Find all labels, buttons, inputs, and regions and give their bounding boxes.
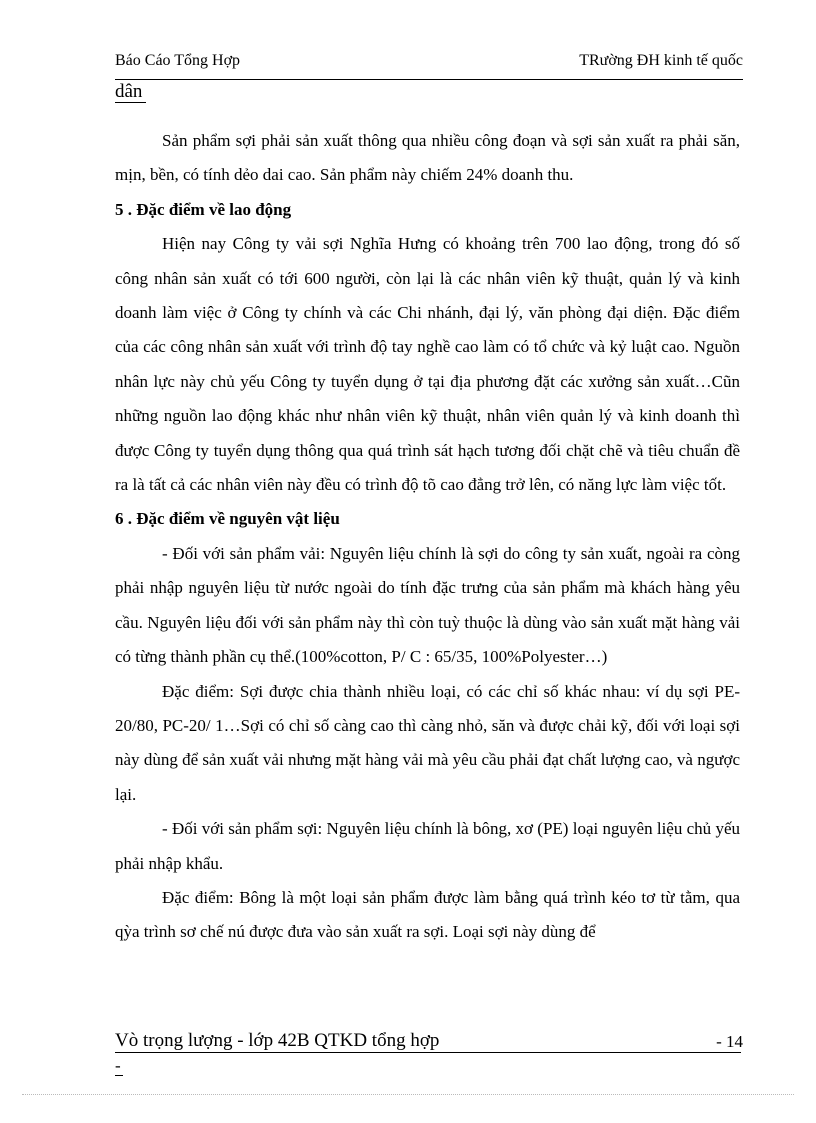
paragraph-labor: Hiện nay Công ty vải sợi Nghĩa Hưng có khoảng trên 700 lao động, trong đó số công nhân sản xuất có tới 600 người, còn lại là các nhân viên kỹ thuật, quản lý và kinh doanh làm việc ở Công ty chính và các Chi nhánh, đại lý, văn phòng đại diện. Đặc điểm của các công nhân sản xuất với trình độ tay nghề cao làm có tổ chức và kỷ luật cao. Nguồn nhân lực này chủ yếu Công ty tuyển dụng ở tại địa phương đặt các xưởng sản xuất…Cũn những nguồn lao động khác như nhân viên kỹ thuật, nhân viên quản lý và kinh doanh thì được Công ty tuyển dụng thông qua quá trình sát hạch tương đối chặt chẽ và tiêu chuẩn đề ra là tất cả các nhân viên này đều có trình độ tõ cao đẳng trở lên, có năng lực làm việc tốt. bbox=[115, 234, 740, 495]
paragraph-yarn-characteristics: Đặc điểm: Sợi được chia thành nhiều loại, có các chỉ số khác nhau: ví dụ sợi PE-20/80, PC-20/ 1…Sợi có chỉ số càng cao thì càng nhỏ, săn và được chải kỹ, đối với loại sợi này dùng để sản xuất vải nhưng mặt hàng vải mà yêu cầu phải đạt chất lượng cao, và ngược lại. bbox=[115, 681, 740, 804]
paragraph-yarn-materials: - Đối với sản phẩm sợi: Nguyên liệu chính là bông, xơ (PE) loại nguyên liệu chủ yếu phải nhập khẩu. bbox=[115, 819, 740, 873]
page-number: - 14 bbox=[716, 1032, 743, 1051]
header-left-title: Báo Cáo Tổng Hợp bbox=[115, 52, 241, 69]
page-bottom-divider bbox=[22, 1094, 794, 1095]
section-heading-labor: 5 . Đặc điểm về lao động bbox=[115, 199, 292, 219]
document-body bbox=[115, 124, 740, 950]
page-header bbox=[115, 52, 743, 78]
footer-continuation: - bbox=[115, 1056, 121, 1075]
footer-underline bbox=[115, 1052, 741, 1053]
page-footer bbox=[115, 1030, 743, 1054]
header-underline bbox=[115, 79, 743, 80]
paragraph-yarn-products: Sản phẩm sợi phải sản xuất thông qua nhiều công đoạn và sợi sản xuất ra phải săn, mịn, bền, có tính dẻo dai cao. Sản phẩm này chiếm 24% doanh thu. bbox=[115, 131, 740, 185]
paragraph-cotton-characteristics: Đặc điểm: Bông là một loại sản phẩm được làm bằng quá trình kéo tơ từ tằm, qua qỳa trình sơ chế nú được đưa vào sản xuất ra sợi. Loại sợi này dùng để bbox=[115, 887, 740, 942]
header-right-title: TRường ĐH kinh tế quốc bbox=[579, 52, 743, 69]
section-heading-materials: 6 . Đặc điểm về nguyên vật liệu bbox=[115, 509, 340, 529]
footer-continuation-underline bbox=[115, 1075, 123, 1076]
paragraph-fabric-materials: - Đối với sản phẩm vải: Nguyên liệu chính là sợi do công ty sản xuất, ngoài ra còng phải nhập nguyên liệu từ nước ngoài do tính đặc trưng của sản phẩm mà khách hàng yêu cầu. Nguyên liệu đối với sản phẩm này thì còn tuỳ thuộc là dùng vào sản xuất mặt hàng vải có từng thành phần cụ thể.(100%cotton, P/ C : 65/35, 100%Polyester…) bbox=[115, 543, 740, 667]
header-continuation-underline bbox=[115, 102, 146, 103]
header-continuation: dân bbox=[115, 81, 143, 102]
footer-author: Vò trọng lượng - lớp 42B QTKD tổng hợp bbox=[115, 1030, 440, 1051]
